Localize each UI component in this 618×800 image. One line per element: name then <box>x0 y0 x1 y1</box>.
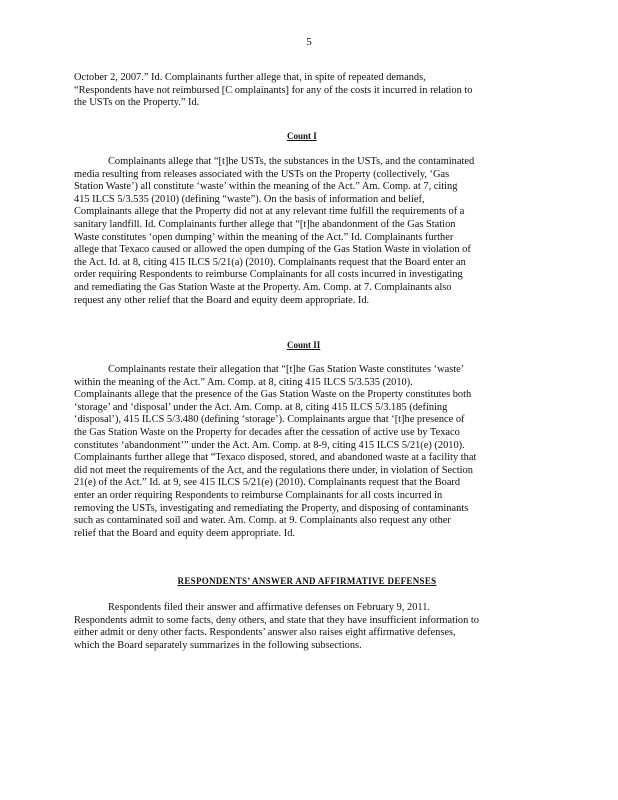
count-2-paragraph: Complainants restate their allegation that “[t]he Gas Station Waste constitutes ‘waste’ within the meaning of the Act.” Am. Comp. at 8, citing 415 ILCS 5/3.535 (2010). Complainants allege that the presence of the Gas Station Waste on the Property constitutes both ‘storage’ and ‘disposal’ under the Act. Am. Comp. at 8, citing 415 ILCS 5/3.185 (defining ‘disposal’), 415 ILCS 5/3.480 (defining ‘storage’). Complainants argue that ‘[t]he presence of the Gas Station Waste on the Property for decades after the cessation of active use by Texaco constitutes ‘abandonment’” under the Act. Am. Comp. at 8-9, citing 415 ILCS 5/21(e) (2010). Complainants further allege that “Texaco disposed, stored, and abandoned waste at a facility that did not meet the requirements of the Act, and the regulations there under, in violation of Section 21(e) of the Act.” Id. at 9, see 415 ILCS 5/21(e) (2010). Complainants request that the Board enter an order requiring Respondents to reimburse Complainants for all costs incurred in removing the USTs, investigating and remediating the Property, and disposing of contaminants such as contaminated soil and water. Am. Comp. at 9. Complainants also request any other relief that the Board and equity deem appropriate. Id. <box>74 364 477 539</box>
defenses-paragraph: Respondents filed their answer and affirmative defenses on February 9, 2011. Respondents admit to some facts, deny others, and state that they have insufficient information to either admit or deny other facts. Respondents’ answer also raises eight affirmative defenses, which the Board separately summarizes in the following subsections. <box>74 602 479 651</box>
page-number: 5 <box>306 36 312 48</box>
count-2-heading: Count II <box>287 340 321 350</box>
count-1-paragraph: Complainants allege that “[t]he USTs, the substances in the USTs, and the contaminated media resulting from releases associated with the USTs on the Property (collectively, ‘Gas Station Waste’) all constitute ‘waste’ within the meaning of the Act.” Am. Comp. at 7, citing 415 ILCS 5/3.535 (2010) (defining “waste”). On the basis of information and belief, Complainants allege that the Property did not at any relevant time fulfill the requirements of a sanitary landfill. Id. Complainants further allege that “[t]he abandonment of the Gas Station Waste constitutes ‘open dumping’ within the meaning of the Act.” Id. Complainants further allege that Texaco caused or allowed the open dumping of the Gas Station Waste in violation of the Act. Id. at 8, citing 415 ILCS 5/21(a) (2010). Complainants request that the Board enter an order requiring Respondents to reimburse Complainants for all costs incurred in investigating and remediating the Gas Station Waste at the Property. Am. Comp. at 7. Complainants also request any other relief that the Board and equity deem appropriate. Id. <box>74 156 475 306</box>
intro-paragraph: October 2, 2007.” Id. Complainants further allege that, in spite of repeated demands, “Respondents have not reimbursed [C omplainants] for any of the costs it incurred in relation to the USTs on the Property.” Id. <box>74 72 473 109</box>
count-1-heading: Count I <box>287 131 317 141</box>
defenses-heading: RESPONDENTS’ ANSWER AND AFFIRMATIVE DEFENSES <box>177 576 437 586</box>
